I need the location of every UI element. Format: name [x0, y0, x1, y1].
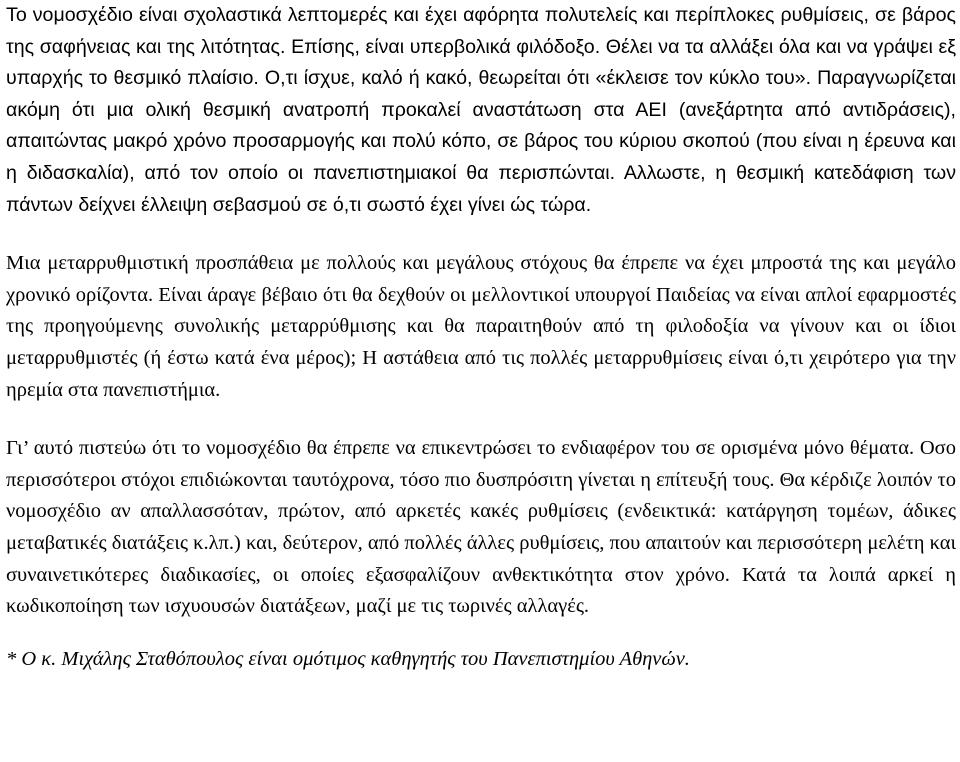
paragraph-1: Το νομοσχέδιο είναι σχολαστικά λεπτομερές και έχει αφόρητα πολυτελείς και περίπλοκες ρυθμίσεις, σε βάρος της σαφήνειας και της λιτότητας. Επίσης, είναι υπερβολικά φιλόδοξο. Θέλει να τα αλλάξει όλα και να γράψει εξ υπαρχής το θεσμικό πλαίσιο. Ο,τι ίσχυε, καλό ή κακό, θεωρείται ότι «έκλεισε τον κύκλο του». Παραγνωρίζεται ακόμη ότι μια ολική θεσμική ανατροπή προκαλεί αναστάτωση στα ΑΕΙ (ανεξάρτητα από αντιδράσεις), απαιτώντας μακρό χρόνο προσαρμογής και πολύ κόπο, σε βάρος του κύριου σκοπού (που είναι η έρευνα και η διδασκαλία), από τον οποίο οι πανεπιστημιακοί θα περισπώνται. Αλλωστε, η θεσμική κατεδάφιση των πάντων δείχνει έλλειψη σεβασμού σε ό,τι σωστό έχει γίνει ώς τώρα. [6, 4, 956, 216]
paragraph-2: Μια μεταρρυθμιστική προσπάθεια με πολλούς και μεγάλους στόχους θα έπρεπε να έχει μπροστά της και μεγάλο χρονικό ορίζοντα. Είναι άραγε βέβαιο ότι θα δεχθούν οι μελλοντικοί υπουργοί Παιδείας να είναι απλοί εφαρμοστές της προηγούμενης συνολικής μεταρρύθμισης και θα παραιτηθούν από τη φιλοδοξία να γίνουν και οι ίδιοι μεταρρυθμιστές (ή έστω κατά ένα μέρος); Η αστάθεια από τις πολλές μεταρρυθμίσεις είναι ό,τι χειρότερο για την ηρεμία στα πανεπιστήμια. [6, 252, 956, 401]
document-page [6, 0, 956, 696]
author-footnote: * Ο κ. Μιχάλης Σταθόπουλος είναι ομότιμος καθηγητής του Πανεπιστημίου Αθηνών. [6, 647, 690, 670]
paragraph-3: Γι’ αυτό πιστεύω ότι το νομοσχέδιο θα έπρεπε να επικεντρώσει το ενδιαφέρον του σε ορισμένα μόνο θέματα. Οσο περισσότεροι στόχοι επιδιώκονται ταυτόχρονα, τόσο πιο δυσπρόσιτη γίνεται η επίτευξή τους. Θα κέρδιζε λοιπόν το νομοσχέδιο αν απαλλασσόταν, πρώτον, από αρκετές κακές ρυθμίσεις (ενδεικτικά: κατάργηση τομέων, άδικες μεταβατικές διατάξεις κ.λπ.) και, δεύτερον, από πολλές άλλες ρυθμίσεις, που απαιτούν και περισσότερη μελέτη και συναινετικότερες διαδικασίες, οι οποίες εξασφαλίζουν ανθεκτικότητα στον χρόνο. Κατά τα λοιπά αρκεί η κωδικοποίηση των ισχυουσών διατάξεων, μαζί με τις τωρινές αλλαγές. [6, 437, 957, 618]
